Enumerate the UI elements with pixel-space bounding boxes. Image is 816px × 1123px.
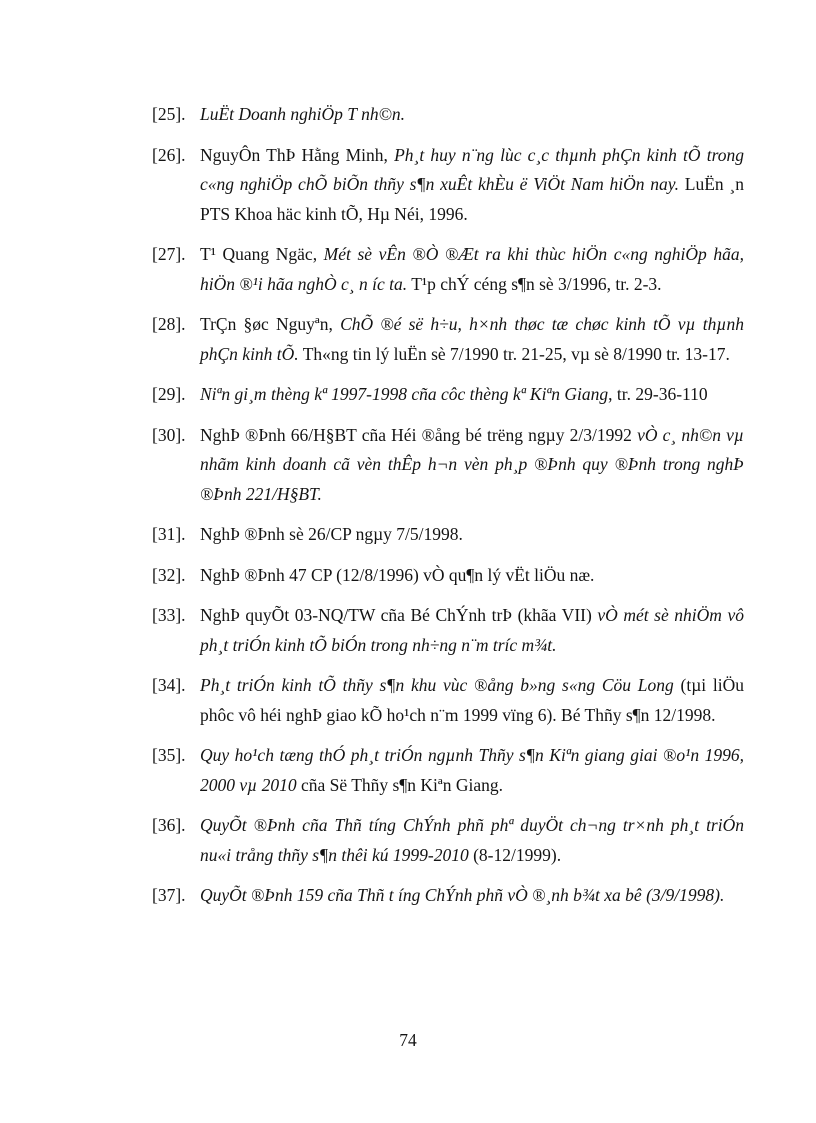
reference-list	[152, 100, 744, 922]
reference-plain-segment: T¹ Quang Ngäc,	[200, 244, 324, 264]
reference-item	[152, 520, 744, 550]
reference-plain-segment: Th«ng tin lý luËn sè 7/1990 tr. 21-25, vµ sè 8/1990 tr. 13-17.	[298, 343, 730, 364]
reference-title-segment: Niªn gi¸m thèng kª 1997-1998 cña côc thèng kª Kiªn Giang	[200, 384, 609, 404]
reference-item	[152, 671, 744, 730]
reference-number: [35].	[152, 745, 186, 765]
reference-text	[200, 100, 744, 130]
reference-number: [34].	[152, 675, 186, 695]
reference-title-segment: Ph¸t triÓn kinh tÕ thñy s¶n khu vùc ®ång b»ng s«ng Cöu Long	[200, 675, 674, 695]
reference-item	[152, 380, 744, 410]
reference-title-segment: Quy ho¹ch tæng thÓ ph¸t triÓn ngµnh Thñy s¶n Kiªn giang giai ®o¹n 1996, 2000 vµ 2010	[200, 745, 744, 795]
reference-plain-segment: TrÇn §øc Nguyªn,	[200, 314, 341, 334]
reference-title-segment: QuyÕt ®Þnh cña Thñ tíng ChÝnh phñ phª duyÖt ch¬ng tr×nh ph¸t triÓn nu«i trång thñy s¶n thêi kú 1999-2010	[200, 815, 744, 865]
reference-item	[152, 240, 744, 299]
reference-number: [31].	[152, 524, 186, 544]
reference-text	[200, 421, 744, 510]
reference-title-segment: ChÕ ®é së h÷u, h×nh thøc tæ chøc kinh tÕ vµ thµnh phÇn kinh tÕ.	[200, 314, 744, 364]
reference-number: [29].	[152, 384, 186, 404]
reference-title-segment: QuyÕt ®Þnh 159 cña Thñ t íng ChÝnh phñ vÒ ®¸nh b¾t xa bê (3/9/1998).	[200, 885, 725, 905]
reference-number: [28].	[152, 314, 186, 334]
reference-item	[152, 310, 744, 369]
reference-plain-segment: NghÞ ®Þnh 47 CP (12/8/1996) vÒ qu¶n lý vËt liÖu næ.	[200, 564, 595, 585]
reference-plain-segment: NghÞ ®Þnh 66/H§BT cña Héi ®ång bé trëng ngµy 2/3/1992	[200, 424, 638, 445]
reference-item	[152, 741, 744, 800]
reference-item	[152, 100, 744, 130]
reference-title-segment: LuËt Doanh nghiÖp T nh©n.	[200, 104, 406, 124]
reference-title-segment: vÒ mét sè nhiÖm vô ph¸t triÓn kinh tÕ biÓn trong nh÷ng n¨m tríc m¾t.	[200, 605, 745, 655]
reference-number: [33].	[152, 605, 186, 625]
reference-item	[152, 141, 744, 230]
reference-number: [25].	[152, 104, 186, 124]
reference-item	[152, 561, 744, 591]
reference-number: [30].	[152, 424, 186, 445]
reference-item	[152, 421, 744, 510]
reference-text	[200, 671, 744, 730]
page-number: 74	[399, 1030, 417, 1050]
reference-plain-segment: cña Së Thñy s¶n Kiªn Giang.	[296, 774, 503, 795]
reference-plain-segment: NghÞ ®Þnh sè 26/CP ngµy 7/5/1998.	[200, 524, 463, 544]
reference-item	[152, 881, 744, 911]
reference-number: [26].	[152, 144, 186, 165]
reference-plain-segment: LuËn ¸n PTS Khoa häc kinh tÕ, Hµ Néi, 1996.	[200, 174, 744, 224]
reference-title-segment: Ph¸t huy n¨ng lùc c¸c thµnh phÇn kinh tÕ trong c«ng nghiÖp chÕ biÕn thñy s¶n xuÊt khÈu ë ViÖt Nam hiÖn nay.	[200, 144, 744, 194]
reference-title-segment: Mét sè vÊn ®Ò ®Æt ra khi thùc hiÖn c«ng nghiÖp hãa, hiÖn ®¹i hãa nghÒ c¸ n íc ta.	[200, 244, 745, 294]
reference-plain-segment: NguyÔn ThÞ Hằng Minh,	[200, 144, 395, 165]
reference-text	[200, 811, 744, 870]
reference-plain-segment: (tµi liÖu phôc vô héi nghÞ giao kÕ ho¹ch n¨m 1999 vïng 6). Bé Thñy s¶n 12/1998.	[200, 675, 744, 725]
reference-number: [27].	[152, 244, 186, 264]
reference-plain-segment: NghÞ quyÕt 03-NQ/TW cña Bé ChÝnh trÞ (khãa VII)	[200, 605, 598, 625]
reference-text	[200, 741, 744, 800]
reference-text	[200, 601, 744, 660]
reference-text	[200, 380, 744, 410]
reference-plain-segment: , tr. 29-36-110	[608, 384, 708, 404]
reference-text	[200, 520, 744, 550]
reference-number: [37].	[152, 885, 186, 905]
reference-item	[152, 601, 744, 660]
reference-number: [32].	[152, 564, 186, 585]
reference-item	[152, 811, 744, 870]
reference-text	[200, 240, 744, 299]
reference-plain-segment: (8-12/1999).	[468, 844, 562, 865]
reference-text	[200, 881, 744, 911]
reference-text	[200, 310, 744, 369]
reference-text	[200, 561, 744, 591]
reference-number: [36].	[152, 815, 186, 835]
reference-plain-segment: T¹p chÝ céng s¶n sè 3/1996, tr. 2-3.	[407, 273, 662, 294]
reference-title-segment: vÒ c¸ nh©n vµ nhãm kinh doanh cã vèn thÊp h¬n vèn ph¸p ®Þnh quy ®Þnh trong nghÞ ®Þnh 221/H§BT.	[200, 424, 744, 504]
reference-text	[200, 141, 744, 230]
